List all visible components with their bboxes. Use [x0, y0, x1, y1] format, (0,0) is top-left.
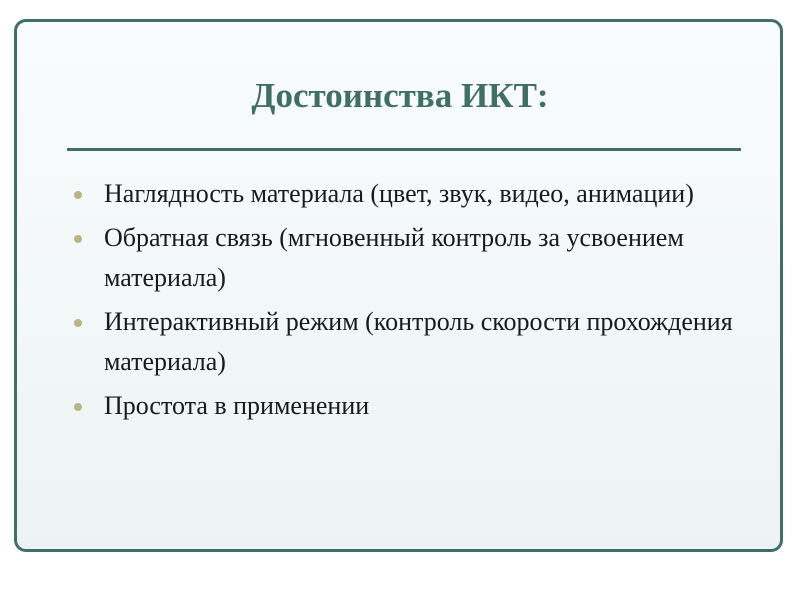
bullet-item-visual [74, 174, 744, 214]
bullet-item-simplicity [74, 386, 744, 426]
bullet-dot-icon [74, 403, 82, 411]
bullet-item-interactive [74, 302, 744, 382]
slide-title: Достоинства ИКТ: [251, 76, 549, 115]
bullet-text: Обратная связь (мгновенный контроль за усвоением материала) [104, 223, 684, 292]
bullet-dot-icon [74, 319, 82, 327]
bullet-dot-icon [74, 191, 82, 199]
bullet-dot-icon [74, 235, 82, 243]
bullet-text: Наглядность материала (цвет, звук, видео, анимации) [104, 179, 694, 208]
bullet-text: Простота в применении [104, 391, 370, 420]
title-divider [67, 148, 741, 151]
bullet-text: Интерактивный режим (контроль скорости прохождения материала) [104, 307, 733, 376]
bullet-list [74, 174, 744, 430]
bullet-item-feedback [74, 218, 744, 298]
